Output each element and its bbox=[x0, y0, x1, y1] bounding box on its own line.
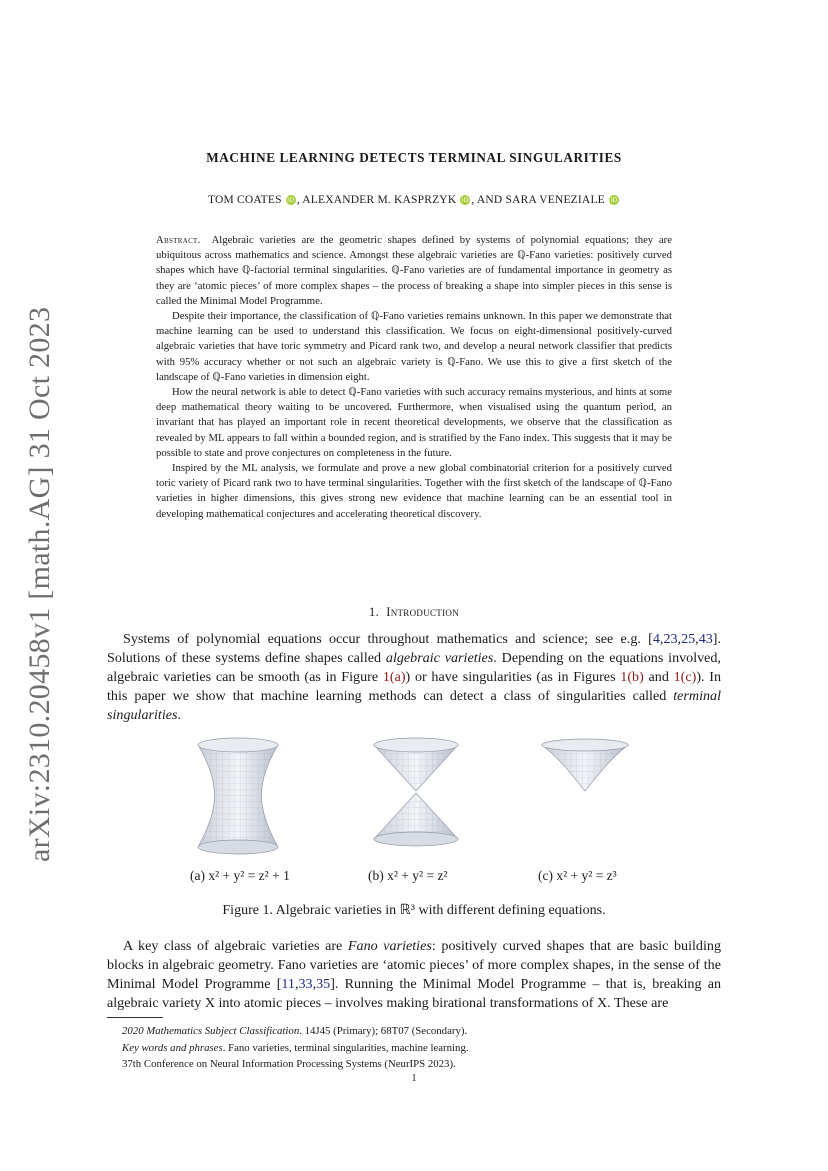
abstract-label: Abstract. bbox=[156, 234, 201, 246]
figure-ref[interactable]: 1(c) bbox=[673, 669, 697, 685]
footnote-keywords: Key words and phrases. Fano varieties, terminal singularities, machine learning. bbox=[122, 1041, 469, 1054]
double-cone-surface bbox=[374, 738, 458, 846]
section-number: 1. bbox=[368, 605, 380, 619]
footnote-msc: 2020 Mathematics Subject Classification. 14J45 (Primary); 68T07 (Secondary). bbox=[122, 1025, 468, 1037]
citation-link[interactable]: 11 bbox=[281, 976, 295, 992]
abstract-paragraph: Inspired by the ML analysis, we formulate and prove a new global combinatorial criterion for a positively curved toric variety of Picard rank two to have terminal singularities. Together with the first sketch of the landscape of ℚ-Fano varieties in higher dimensions, this gives strong new evidence that machine learning can be an essential tool in developing mathematical conjectures and accelerating theoretical discovery. bbox=[156, 462, 672, 520]
paper-title: MACHINE LEARNING DETECTS TERMINAL SINGULARITIES bbox=[206, 150, 622, 165]
body-paragraph: A key class of algebraic varieties are Fano varieties: positively curved shapes that are basic building blocks in algebraic geometry. Fano varieties are ‘atomic pieces’ of more complex shapes, in the sense of the Minimal Model Programme [11,33,35]. Running the Minimal Model Programme – that is, breaking an algebraic variety X into atomic pieces – involves making birational transformations of X. These are bbox=[107, 938, 722, 1011]
citation-link[interactable]: 23 bbox=[663, 631, 678, 647]
subcaption-b: (b) x² + y² = z² bbox=[368, 868, 448, 883]
subcaption-a: (a) x² + y² = z² + 1 bbox=[190, 868, 290, 883]
author-2[interactable]: , ALEXANDER M. KASPRZYK bbox=[296, 194, 457, 206]
arxiv-stamp: arXiv:2310.20458v1 [math.AG] 31 Oct 2023 bbox=[23, 306, 56, 862]
author-3[interactable]: , AND SARA VENEZIALE bbox=[471, 194, 605, 206]
citation-link[interactable]: 33 bbox=[298, 976, 313, 992]
intro-paragraph: Systems of polynomial equations occur throughout mathematics and science; see e.g. [4,23,25,43]. Solutions of these systems define shapes called algebraic varieties. Depending on the equations involved, algebraic varieties can be smooth (as in Figure 1(a)) or have singularities (as in Figures 1(b) and 1(c)). In this paper we show that machine learning methods can detect a class of singularities called terminal singularities. bbox=[107, 631, 722, 723]
citation-link[interactable]: 43 bbox=[698, 631, 713, 647]
section-heading bbox=[120, 605, 708, 620]
orcid-icon[interactable]: iD bbox=[287, 196, 295, 204]
cusp-surface bbox=[542, 739, 628, 791]
subcaption-c: (c) x² + y² = z³ bbox=[538, 868, 617, 883]
abstract bbox=[156, 233, 672, 522]
orcid-icon[interactable]: iD bbox=[461, 196, 470, 204]
figure-ref[interactable]: 1(b) bbox=[620, 669, 644, 685]
figure-caption: Figure 1. Algebraic varieties in ℝ³ with different defining equations. bbox=[222, 903, 606, 918]
author-line bbox=[120, 194, 708, 206]
citation-link[interactable]: 25 bbox=[681, 631, 696, 647]
footnotes bbox=[122, 1023, 682, 1073]
footnote-rule bbox=[107, 1017, 163, 1018]
author-1[interactable]: TOM COATES bbox=[208, 194, 282, 206]
section-title: Introduction bbox=[386, 605, 459, 619]
abstract-paragraph: Abstract. Algebraic varieties are the geometric shapes defined by systems of polynomial equations; they are ubiquitous across mathematics and science. Amongst these algebraic varieties are ℚ-Fano varieties: positively curved shapes which have ℚ-factorial terminal singularities. ℚ-Fano varieties are of fundamental importance in geometry as they are ‘atomic pieces’ of more complex shapes – the process of breaking a shape into simpler pieces in this sense is called the Minimal Model Programme. bbox=[156, 234, 672, 307]
citation-link[interactable]: 35 bbox=[316, 976, 331, 992]
figure-ref[interactable]: 1(a) bbox=[382, 669, 406, 685]
orcid-icon[interactable]: iD bbox=[610, 196, 618, 204]
citation-link[interactable]: 4 bbox=[652, 631, 660, 647]
hyperboloid-surface bbox=[198, 738, 278, 854]
page-number: 1 bbox=[411, 1073, 417, 1084]
abstract-paragraph: Despite their importance, the classification of ℚ-Fano varieties remains unknown. In this paper we demonstrate that machine learning can be used to understand this classification. We focus on eight-dimensional positively-curved algebraic varieties that have toric symmetry and Picard rank two, and develop a neural network classifier that predicts with 95% accuracy whether or not such an algebraic variety is ℚ-Fano. We use this to give a first sketch of the landscape of ℚ-Fano varieties in dimension eight. bbox=[156, 310, 672, 383]
abstract-paragraph: How the neural network is able to detect ℚ-Fano varieties with such accuracy remains mysterious, and hints at some deep mathematical theory waiting to be uncovered. Furthermore, when visualised using the quantum period, an invariant that has played an important role in recent theoretical developments, we observe that the classification as revealed by ML appears to fall within a bounded region, and is stratified by the Fano index. This suggests that it may be possible to state and prove conjectures on completeness in the future. bbox=[156, 386, 672, 459]
footnote-conference: 37th Conference on Neural Information Processing Systems (NeurIPS 2023). bbox=[122, 1058, 456, 1070]
figure-1 bbox=[180, 735, 660, 855]
